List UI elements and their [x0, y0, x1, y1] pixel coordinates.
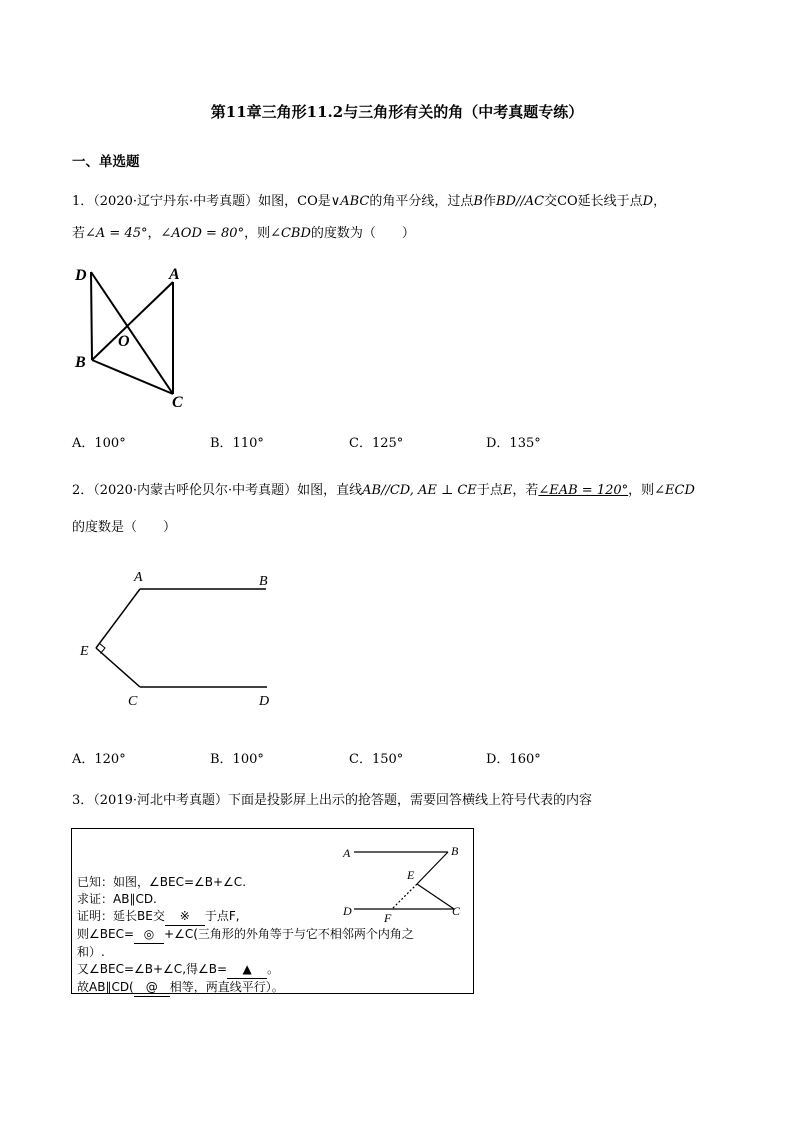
q1-text: 的角平分线，过点	[369, 194, 474, 209]
q2-text: 2．（2020·内蒙古呼伦贝尔·中考真题）如图，直线	[72, 483, 363, 498]
q1-condition-a: ∠A = 45°	[85, 226, 148, 241]
q2-figure	[75, 565, 285, 715]
q1-text: ，则	[244, 226, 271, 241]
proof-given: 已知：如图，∠BEC=∠B+∠C.	[77, 875, 247, 889]
q1-triangle: ∨ABC	[330, 194, 370, 209]
q3-label-e: E	[407, 868, 415, 882]
proof-text: 证明：延长BE交	[77, 909, 165, 923]
q2-text: 于点	[476, 483, 503, 498]
q1-parallel: BD//AC	[495, 194, 545, 209]
q1-label-o: O	[118, 333, 130, 350]
q1-point-d: D	[642, 194, 654, 209]
q2-option-b[interactable]: B．100°	[210, 752, 264, 767]
q1-text: 交CO延长线于点	[544, 194, 643, 209]
proof-step-2-cont: 和）.	[77, 945, 105, 959]
q2-label-e: E	[80, 644, 89, 659]
q1-text: 作	[482, 194, 496, 209]
q1-option-c[interactable]: C．125°	[349, 436, 404, 451]
q2-point-e: E	[502, 483, 513, 498]
proof-text: 又∠BEC=∠B+∠C,得∠B=	[77, 962, 228, 976]
proof-text: 则∠BEC=	[77, 927, 135, 941]
q1-text: 若	[72, 226, 86, 241]
q1-option-d[interactable]: D．135°	[486, 436, 541, 451]
q1-asked-angle: ∠CBD	[270, 226, 311, 241]
blank-symbol-1: ※	[165, 908, 205, 926]
q2-option-c[interactable]: C．150°	[349, 752, 404, 767]
q1-label-d: D	[75, 267, 87, 284]
proof-text: 于点F,	[204, 909, 240, 923]
q1-figure	[70, 262, 200, 412]
q2-asked-angle: ∠ECD	[654, 483, 695, 498]
q1-stem-line1	[72, 192, 666, 212]
blank-symbol-3: ▲	[227, 961, 267, 979]
q1-point-b: B	[473, 194, 483, 209]
q2-label-d: D	[259, 694, 270, 709]
q2-option-a[interactable]: A．120°	[72, 752, 126, 767]
q2-label-a: A	[134, 570, 143, 585]
q3-label-c: C	[452, 904, 461, 918]
q1-label-a: A	[169, 266, 180, 283]
q1-label-b: B	[75, 354, 86, 371]
q2-label-b: B	[259, 574, 268, 589]
q2-stem-line1	[72, 481, 695, 501]
q1-option-a[interactable]: A．100°	[72, 436, 126, 451]
q3-label-b: B	[451, 844, 459, 858]
q3-stem: 3．（2019·河北中考真题）下面是投影屏上出示的抢答题，需要回答横线上符号代表的内容	[72, 793, 592, 808]
q1-text: 1．（2020·辽宁丹东·中考真题）如图，CO是	[72, 194, 331, 209]
blank-symbol-2: ◎	[134, 926, 164, 944]
q2-condition: ∠EAB = 120°	[538, 483, 629, 498]
q1-label-c: C	[172, 394, 183, 411]
proof-step-2	[77, 926, 414, 944]
q2-label-c: C	[128, 694, 138, 709]
q2-text: ，则	[628, 483, 655, 498]
proof-step-3	[77, 961, 414, 979]
section-heading: 一、单选题	[72, 154, 140, 170]
proof-step-1	[77, 908, 414, 926]
proof-text: +∠C(三角形的外角等于与它不相邻两个内角之	[164, 927, 414, 941]
q1-option-b[interactable]: B．110°	[210, 436, 264, 451]
q2-relation: AB//CD, AE ⊥ CE	[362, 483, 477, 498]
q1-condition-aod: ∠AOD = 80°	[160, 226, 245, 241]
proof-to-prove: 求证：AB∥CD.	[77, 892, 157, 906]
q1-text: ，	[653, 194, 667, 209]
q3-label-d: D	[343, 904, 352, 918]
q3-proof	[77, 874, 414, 997]
proof-text: 故AB∥CD(	[77, 980, 134, 994]
q1-text: 的度数为（ ）	[310, 226, 415, 241]
q2-option-d[interactable]: D．160°	[486, 752, 541, 767]
q2-text: ，若	[512, 483, 539, 498]
blank-symbol-4: @	[134, 979, 170, 997]
q1-stem-line2	[72, 224, 415, 244]
proof-conclusion	[77, 979, 414, 997]
proof-text: 相等，两直线平行）。	[169, 980, 284, 994]
page-title: 第11章三角形11.2与三角形有关的角（中考真题专练）	[210, 103, 584, 121]
q3-label-f: F	[384, 911, 392, 925]
q2-stem-line2: 的度数是（ ）	[72, 520, 177, 535]
proof-text: 。	[267, 962, 280, 976]
q3-label-a: A	[343, 846, 351, 860]
q1-text: ，	[147, 226, 161, 241]
